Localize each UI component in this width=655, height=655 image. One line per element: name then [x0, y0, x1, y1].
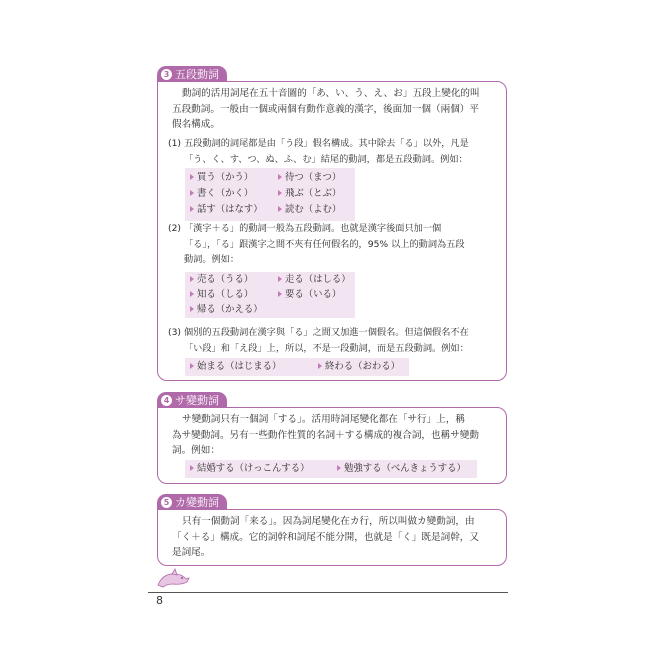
- bullet-triangle-icon: [337, 465, 341, 471]
- section-3-box: [157, 81, 507, 381]
- point-2: [168, 221, 498, 269]
- point-3-examples: [185, 358, 409, 376]
- point-line: 「る」，「る」跟漢字之間不夾有任何假名的，95% 以上的動詞為五段: [184, 238, 465, 250]
- intro-line: 動詞的活用詞尾在五十音圖的「あ、い、う、え、お」五段上變化的叫: [182, 88, 480, 99]
- example-item: 知る（しる）: [190, 287, 253, 302]
- section-4-intro: [172, 412, 502, 459]
- example-item: 買う（かう）: [190, 170, 253, 185]
- intro-line: 「く＋る」構成。它的詞幹和詞尾不能分開，也就是「く」既是詞幹，又: [172, 531, 479, 543]
- point-2-examples: [185, 272, 355, 318]
- example-item: 飛ぶ（とぶ）: [278, 186, 341, 201]
- example-item: 書く（かく）: [190, 186, 253, 201]
- point-label: (2): [168, 223, 182, 234]
- bullet-triangle-icon: [190, 291, 194, 297]
- intro-line: 只有一個動詞「来る」。因為詞尾變化在カ行，所以叫做カ變動詞，由: [182, 516, 475, 527]
- section-3-intro: [172, 86, 502, 133]
- section-4-number: 4: [161, 395, 172, 406]
- example-item: 帰る（かえる）: [190, 302, 263, 317]
- example-item: 始まる（はじまる）: [190, 359, 281, 374]
- bullet-triangle-icon: [278, 206, 282, 212]
- page-number: 8: [156, 594, 163, 607]
- section-4-examples: [185, 460, 477, 478]
- bullet-triangle-icon: [190, 465, 194, 471]
- example-item: 要る（いる）: [278, 287, 341, 302]
- intro-line: 詞。例如：: [172, 445, 220, 456]
- bullet-triangle-icon: [190, 363, 194, 369]
- point-1-examples: [185, 168, 355, 221]
- example-item: 勉強する（べんきょうする）: [337, 461, 466, 476]
- dolphin-icon: [155, 567, 191, 591]
- section-5-number: 5: [161, 497, 172, 508]
- point-label: (3): [168, 327, 182, 338]
- intro-line: 是詞尾。: [172, 547, 211, 558]
- intro-line: 五段動詞。一般由一個或兩個有動作意義的漢字，後面加一個（兩個）平: [172, 103, 479, 115]
- point-1: [168, 136, 498, 168]
- intro-line: 為サ變動詞。另有一些動作性質的名詞＋する構成的複合詞，也稱サ變動: [172, 429, 479, 441]
- section-4-box: [157, 407, 507, 484]
- bullet-triangle-icon: [278, 291, 282, 297]
- point-line: 五段動詞的詞尾都是由「う段」假名構成。其中除去「る」以外，凡是: [184, 138, 469, 149]
- intro-line: 假名構成。: [172, 119, 220, 130]
- point-line: 個別的五段動詞在漢字與「る」之間又加進一個假名。但這個假名不在: [184, 327, 469, 338]
- intro-line: サ變動詞只有一個詞「する」。活用時詞尾變化都在「サ行」上，稱: [182, 414, 466, 425]
- example-item: 読む（よむ）: [278, 202, 341, 217]
- section-4-title: サ變動詞: [175, 394, 219, 407]
- example-item: 売る（うる）: [190, 272, 253, 287]
- example-item: 話す（はなす）: [190, 202, 263, 217]
- bullet-triangle-icon: [190, 276, 194, 282]
- bullet-triangle-icon: [190, 174, 194, 180]
- point-line: 動詞。例如：: [184, 254, 240, 265]
- example-item: 終わる（おわる）: [318, 359, 400, 374]
- point-line: 「い段」和「え段」上，所以，不是一段動詞，而是五段動詞。例如：: [184, 342, 469, 354]
- bullet-triangle-icon: [190, 306, 194, 312]
- bullet-triangle-icon: [278, 174, 282, 180]
- point-line: 「う、く、す、つ、ぬ、ふ、む」結尾的動詞，都是五段動詞。例如：: [184, 153, 468, 165]
- bullet-triangle-icon: [278, 190, 282, 196]
- point-label: (1): [168, 138, 182, 149]
- example-item: 結婚する（けっこんする）: [190, 461, 310, 476]
- point-line: 「漢字＋る」的動詞一般為五段動詞。也就是漢字後面只加一個: [184, 223, 442, 234]
- section-5-intro: [172, 514, 502, 561]
- section-5-box: [157, 509, 507, 566]
- section-3-number: 3: [161, 69, 172, 80]
- point-3: [168, 325, 498, 357]
- footer-rule: [148, 592, 508, 593]
- bullet-triangle-icon: [318, 363, 322, 369]
- bullet-triangle-icon: [190, 206, 194, 212]
- example-item: 待つ（まつ）: [278, 170, 341, 185]
- section-5-title: カ變動詞: [175, 496, 219, 509]
- example-item: 走る（はしる）: [278, 272, 351, 287]
- section-3-title: 五段動詞: [175, 68, 219, 81]
- bullet-triangle-icon: [278, 276, 282, 282]
- bullet-triangle-icon: [190, 190, 194, 196]
